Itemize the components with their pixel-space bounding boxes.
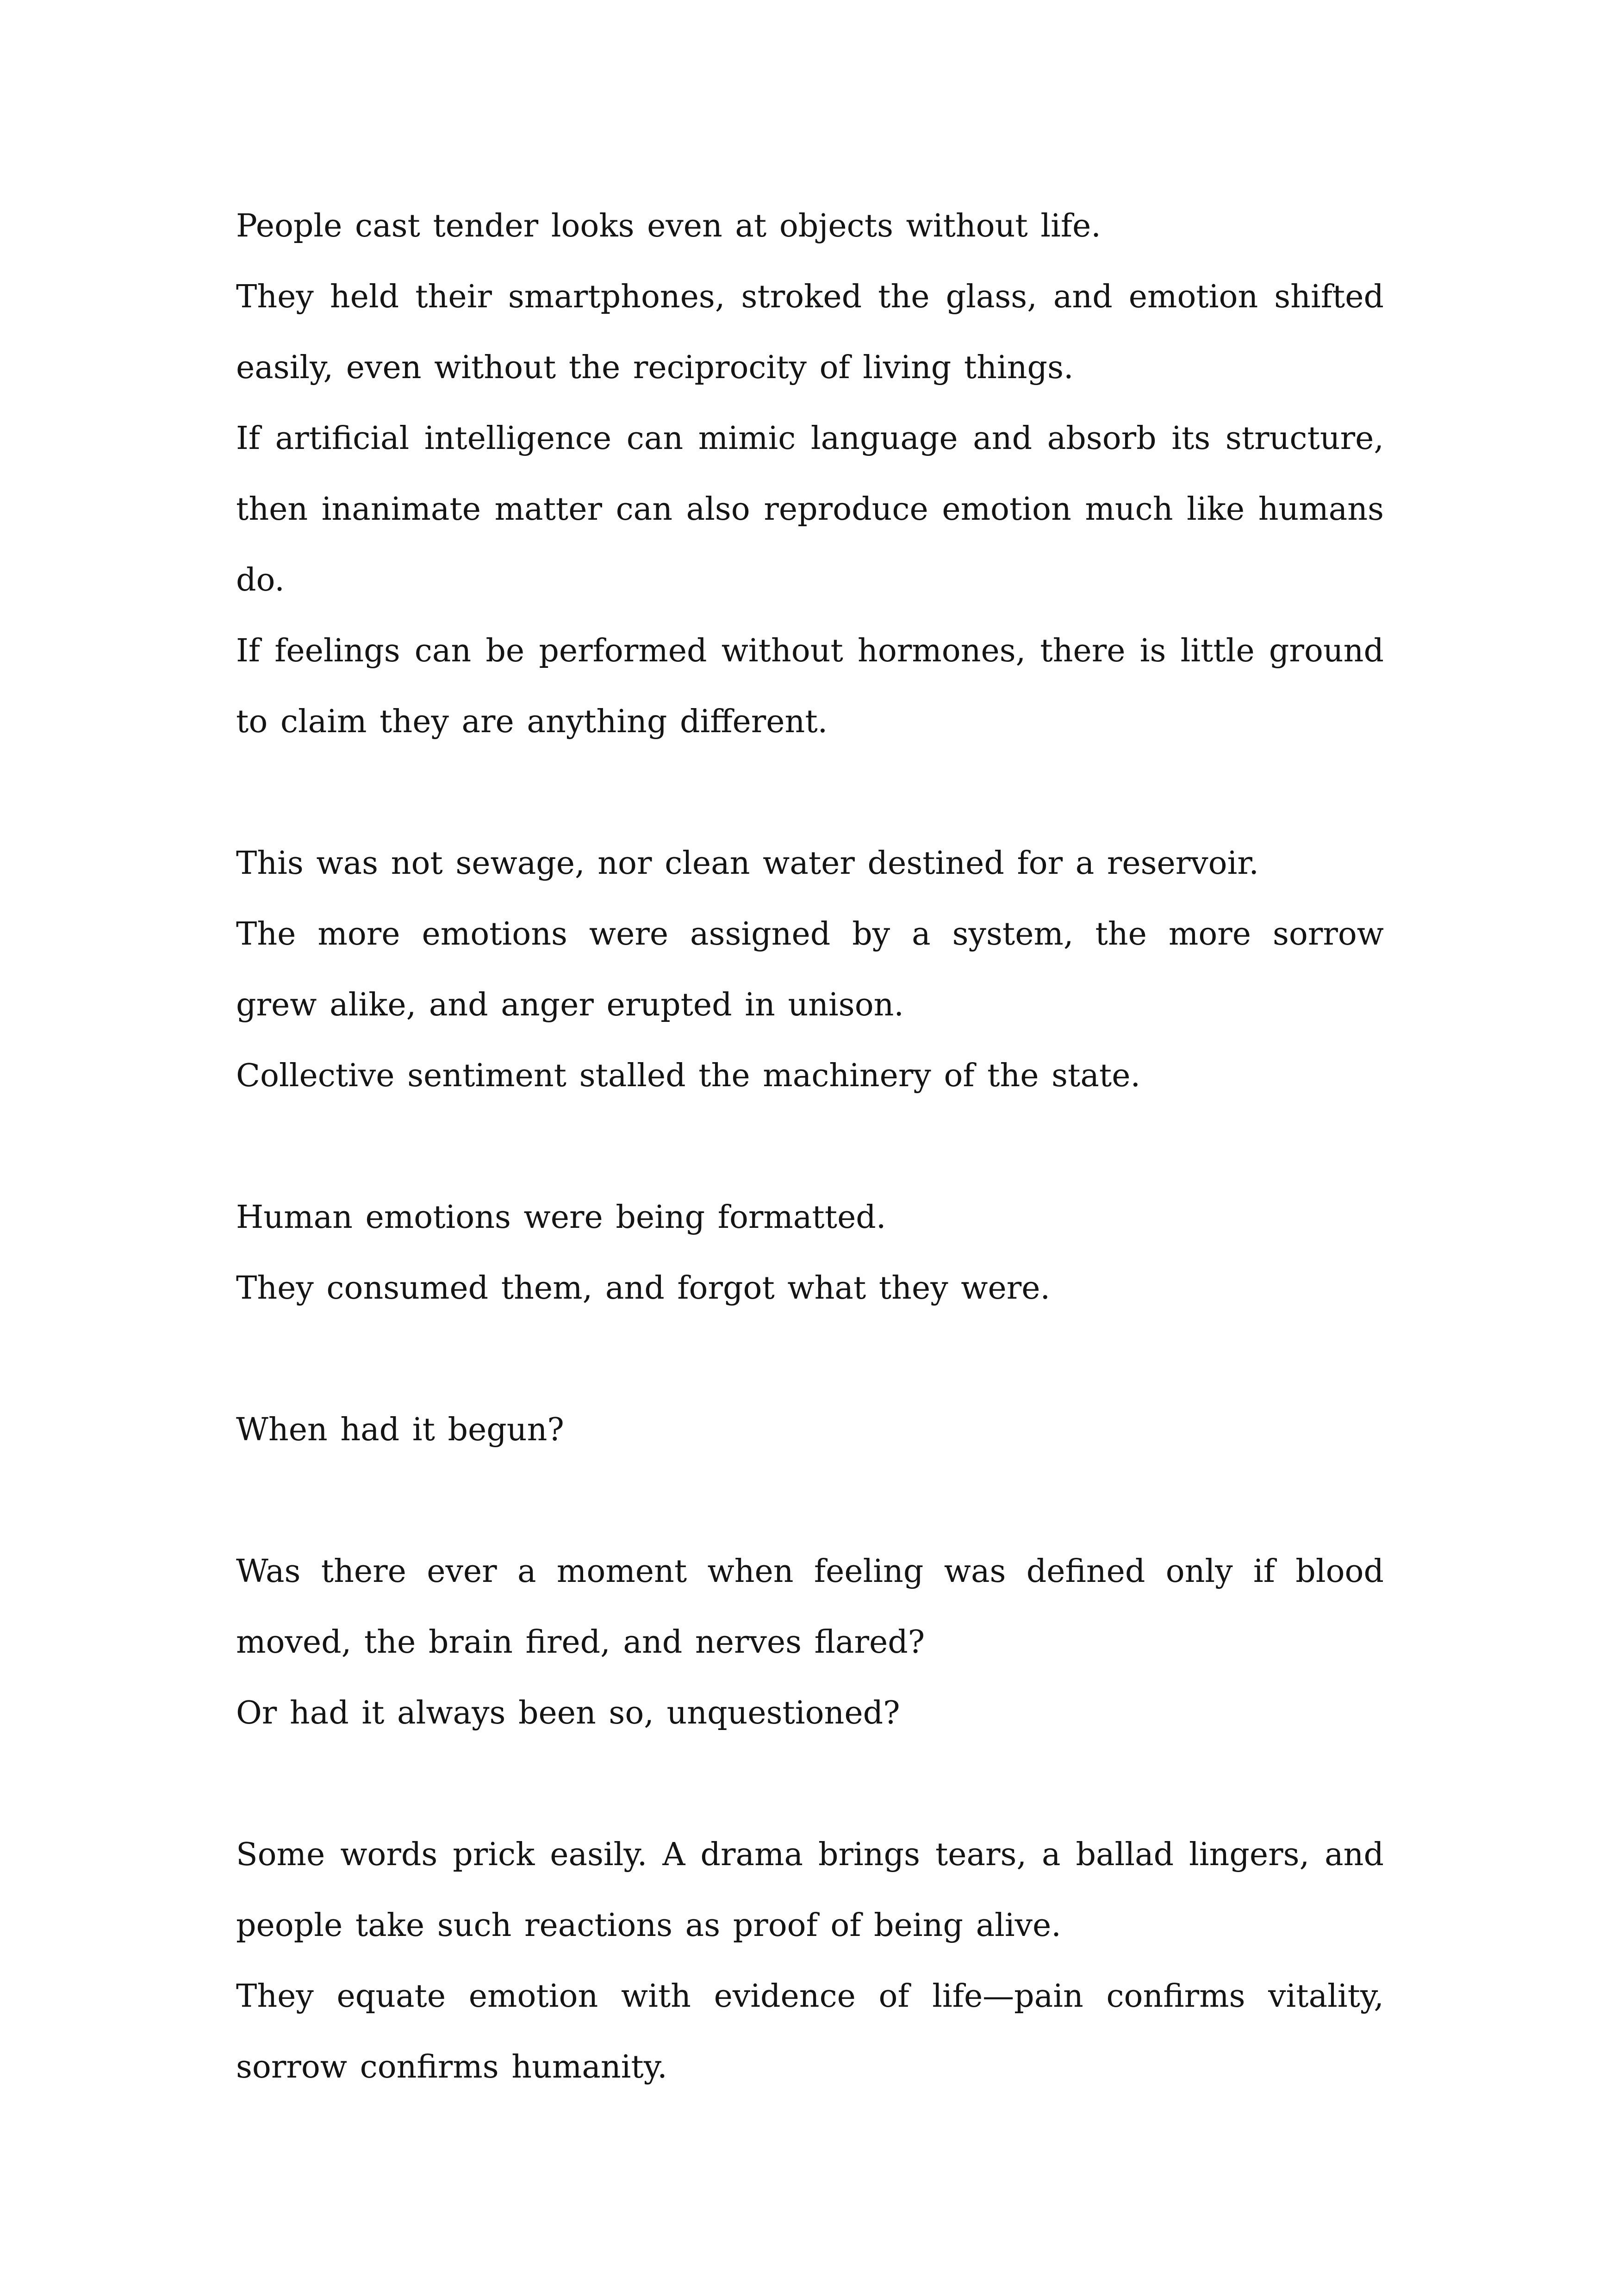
paragraph-gap	[236, 757, 1384, 828]
paragraph: If feelings can be performed without hormones, there is little ground to claim they are anything different.	[236, 633, 1384, 740]
paragraph: People cast tender looks even at objects without life.	[236, 208, 1101, 244]
paragraph: Was there ever a moment when feeling was defined only if blood moved, the brain fired, and nerves flared?	[236, 1553, 1384, 1661]
paragraph: When had it begun?	[236, 1412, 564, 1448]
body-text	[236, 191, 1384, 2103]
paragraph-gap	[236, 1324, 1384, 1394]
paragraph: Or had it always been so, unquestioned?	[236, 1695, 900, 1731]
paragraph-gap	[236, 1748, 1384, 1819]
paragraph: They consumed them, and forgot what they were.	[236, 1270, 1051, 1307]
paragraph-gap	[236, 1111, 1384, 1182]
paragraph: Human emotions were being formatted.	[236, 1199, 886, 1236]
paragraph: Collective sentiment stalled the machinery of the state.	[236, 1058, 1141, 1094]
paragraph: Some words prick easily. A drama brings tears, a ballad lingers, and people take such reactions as proof of being alive.	[236, 1836, 1384, 1944]
paragraph: If artificial intelligence can mimic language and absorb its structure, then inanimate matter can also reproduce emotion much like humans do.	[236, 420, 1384, 598]
paragraph: They held their smartphones, stroked the glass, and emotion shifted easily, even without the reciprocity of living things.	[236, 279, 1384, 386]
paragraph-gap	[236, 1465, 1384, 1536]
paragraph: They equate emotion with evidence of life—pain confirms vitality, sorrow confirms humanity.	[236, 1978, 1384, 2085]
paragraph: The more emotions were assigned by a system, the more sorrow grew alike, and anger erupted in unison.	[236, 916, 1384, 1023]
paragraph: This was not sewage, nor clean water destined for a reservoir.	[236, 845, 1259, 882]
